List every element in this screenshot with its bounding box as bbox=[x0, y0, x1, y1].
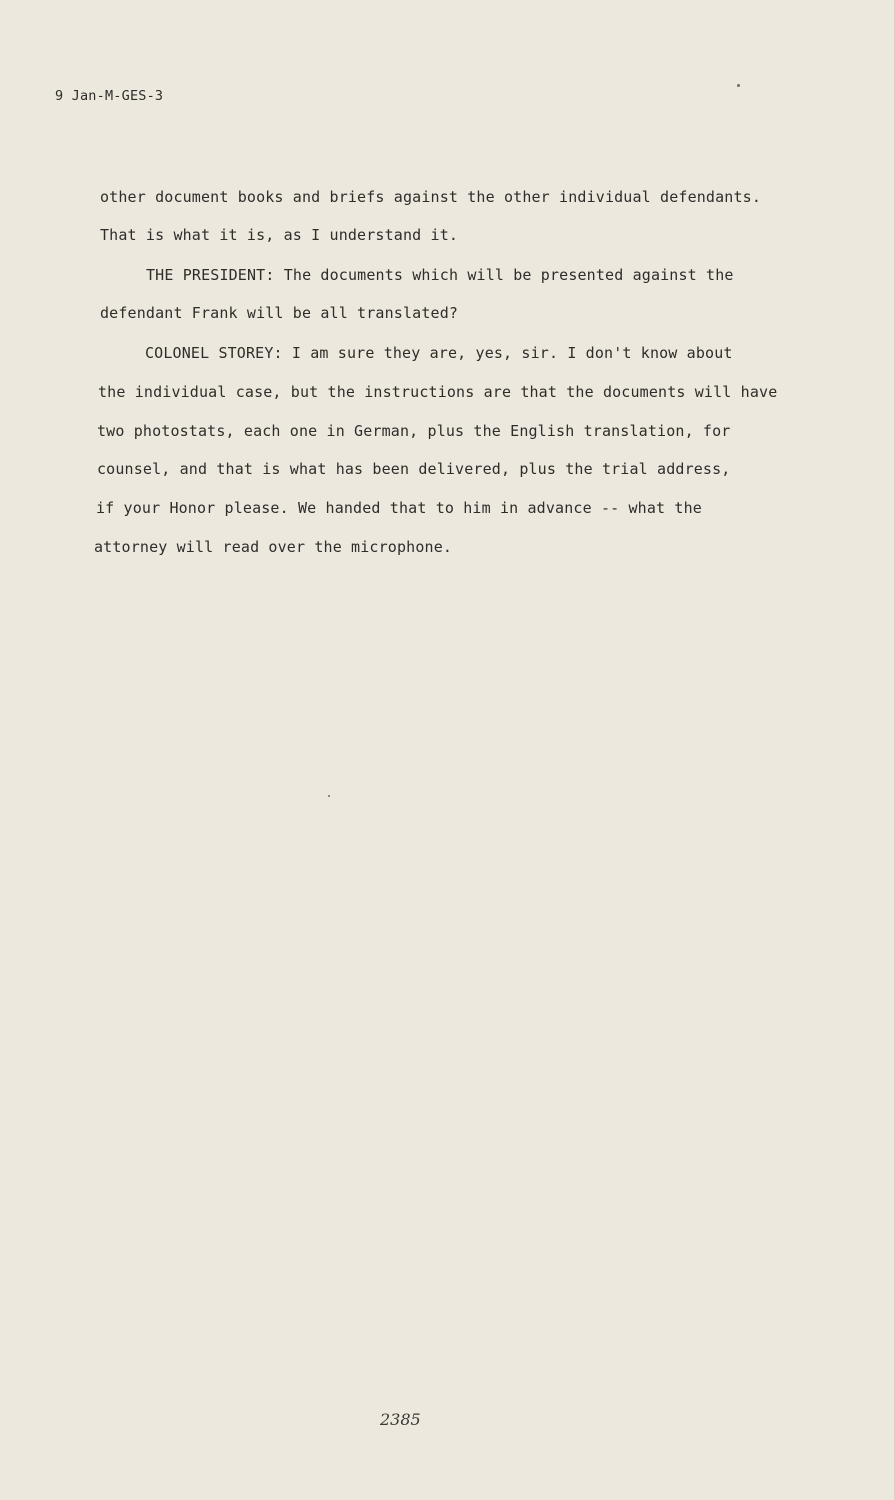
document-header: 9 Jan-M-GES-3 bbox=[55, 88, 164, 104]
body-line-6: the individual case, but the instructions are that the documents will have bbox=[98, 383, 778, 401]
body-line-1: other document books and briefs against the other individual defendants. bbox=[100, 188, 762, 206]
body-line-5: COLONEL STOREY: I am sure they are, yes, sir. I don't know about bbox=[145, 344, 733, 362]
paper-speck bbox=[328, 795, 330, 797]
body-line-7: two photostats, each one in German, plus the English translation, for bbox=[97, 422, 731, 440]
page-number: 2385 bbox=[380, 1410, 421, 1429]
body-line-4: defendant Frank will be all translated? bbox=[100, 304, 459, 322]
paper-speck bbox=[737, 84, 740, 87]
body-line-2: That is what it is, as I understand it. bbox=[100, 226, 459, 244]
body-line-8: counsel, and that is what has been delivered, plus the trial address, bbox=[97, 460, 731, 478]
body-line-9: if your Honor please. We handed that to him in advance -- what the bbox=[96, 499, 702, 517]
body-line-10: attorney will read over the microphone. bbox=[94, 538, 453, 556]
body-line-3: THE PRESIDENT: The documents which will be presented against the bbox=[146, 266, 734, 284]
